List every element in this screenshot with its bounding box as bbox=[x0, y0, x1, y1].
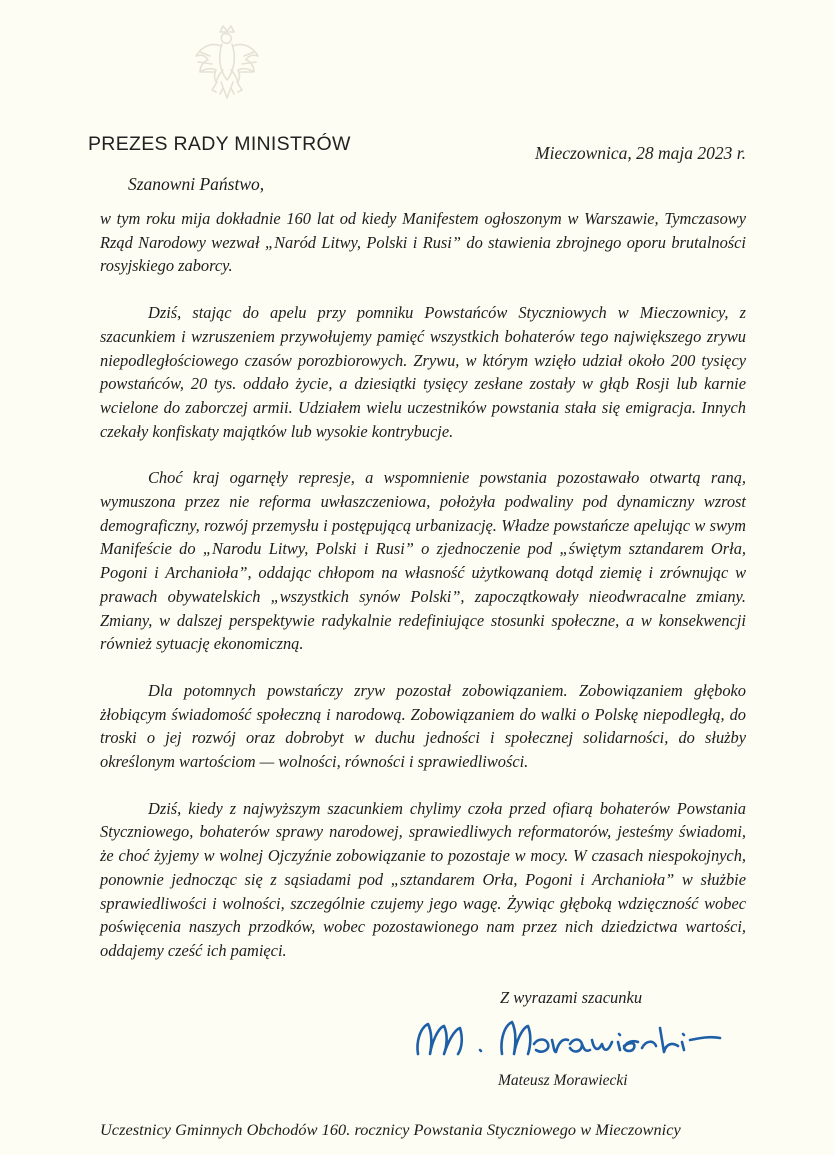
salutation: Szanowni Państwo, bbox=[128, 174, 265, 194]
place-date: Mieczownica, 28 maja 2023 r. bbox=[535, 143, 746, 163]
paragraph-1: w tym roku mija dokładnie 160 lat od kiedy Manifestem ogłoszonym w Warszawie, Tymczasowy Rząd Narodowy wezwał „Naród Litwy, Polski i Rusi” do stawienia zbrojnego oporu brutalności rosyjskiego zaborcy. bbox=[100, 209, 746, 276]
polish-eagle-emblem-icon bbox=[190, 22, 264, 114]
office-title: PREZES RADY MINISTRÓW bbox=[88, 133, 351, 155]
paragraph-4: Dla potomnych powstańczy zryw pozostał zobowiązaniem. Zobowiązaniem głęboko żłobiącym świadomość społeczną i narodową. Zobowiązaniem do walki o Polskę niepodległą, do troski o jej rozwój oraz dobrobyt w duchu jedności i społecznej solidarności, do służby określonym wartościom — wolności, równości i sprawiedliwości. bbox=[100, 680, 746, 772]
recipient-line: Uczestnicy Gminnych Obchodów 160. rocznicy Powstania Styczniowego w Mieczownicy bbox=[100, 1120, 681, 1139]
handwritten-signature-icon bbox=[410, 1008, 780, 1068]
signer-name: Mateusz Morawiecki bbox=[498, 1072, 628, 1089]
paragraph-3: Choć kraj ogarnęły represje, a wspomnienie powstania pozostawało otwartą raną, wymuszona przez nie reforma uwłaszczeniowa, położyła podwaliny pod dynamiczny wzrost demograficzny, rozwój przemysłu i postępującą urbanizację. Władze powstańcze apelując w swym Manifeście do „Narodu Litwy, Polski i Rusi” o zjednoczenie pod „świętym sztandarem Orła, Pogoni i Archanioła”, oddając chłopom na własność użytkowaną dotąd ziemię i zrównując w prawach obywatelskich „wszystkich synów Polski”, zapoczątkowały nieodwracalne zmiany. Zmiany, w dalszej perspektywie radykalnie redefiniujące stosunki społeczne, a w konsekwencji również sytuację ekonomiczną. bbox=[100, 468, 746, 654]
closing-phrase: Z wyrazami szacunku bbox=[500, 988, 643, 1007]
letter-body bbox=[100, 207, 746, 986]
paragraph-2: Dziś, stając do apelu przy pomniku Powstańców Styczniowych w Mieczownicy, z szacunkiem i wzruszeniem przywołujemy pamięć wszystkich bohaterów tego największego zrywu niepodległościowego czasów porozbiorowych. Zrywu, w którym wzięło udział około 200 tysięcy powstańców, 20 tys. oddało życie, a dziesiątki tysięcy zesłane zostały w głąb Rosji lub karnie wcielone do zaborczej armii. Udziałem wielu uczestników powstania stała się emigracja. Innych czekały konfiskaty majątków lub wysokie kontrybucje. bbox=[100, 303, 746, 441]
paragraph-5: Dziś, kiedy z najwyższym szacunkiem chylimy czoła przed ofiarą bohaterów Powstania Styczniowego, bohaterów sprawy narodowej, sprawiedliwych reformatorów, jesteśmy świadomi, że choć żyjemy w wolnej Ojczyźnie zobowiązanie to pozostaje w mocy. W czasach niespokojnych, ponownie jednocząc się z sąsiadami pod „sztandarem Orła, Pogoni i Archanioła” w służbie sprawiedliwości i wolności, szczególnie czujemy jego wagę. Żywiąc głęboką wdzięczność wobec poświęcenia naszych przodków, wobec pozostawionego nam przez nich dziedzictwa wartości, oddajemy cześć ich pamięci. bbox=[100, 798, 746, 960]
